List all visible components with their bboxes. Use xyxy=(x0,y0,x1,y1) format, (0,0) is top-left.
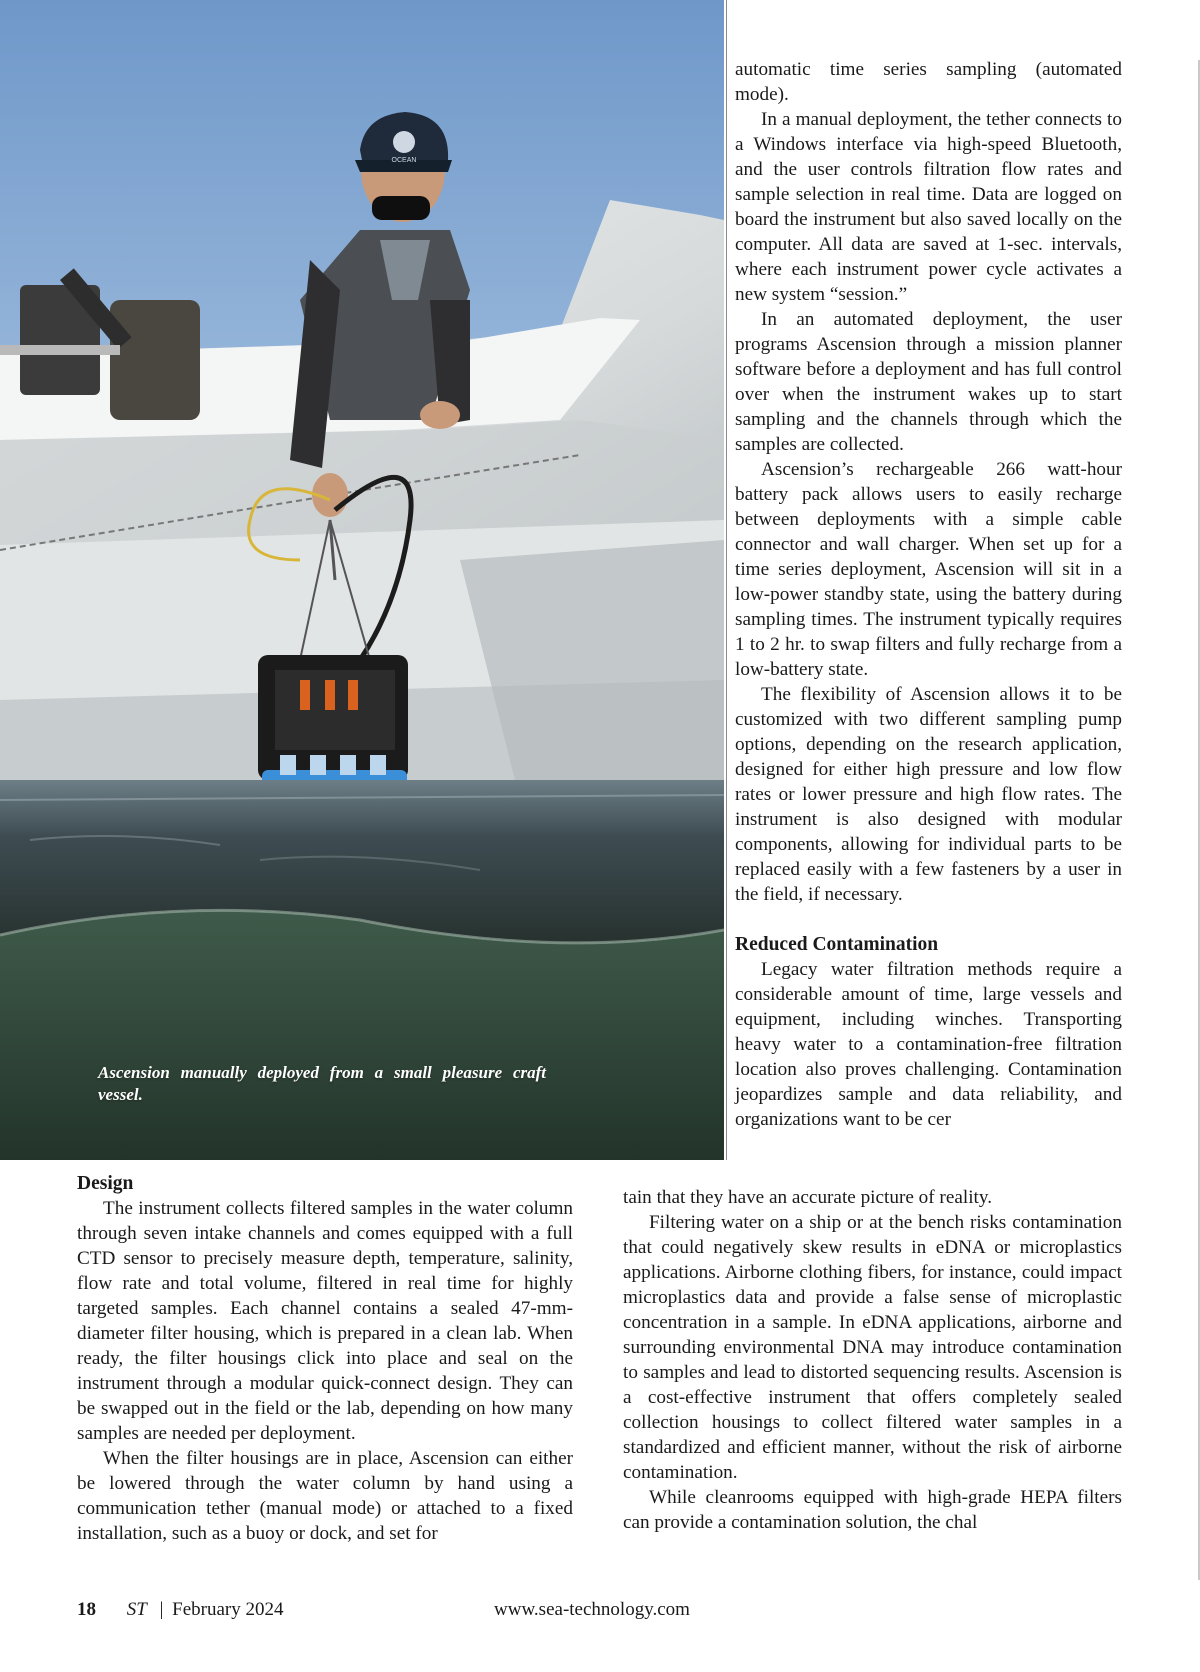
paragraph: Ascension’s rechargeable 266 watt-hour battery pack allows users to easily recharge between deployments with a simple cable connector and wall charger. When set up for a time series deployment, Ascension will sit in a low-power standby state, using the battery during sampling times. The instrument typically requires 1 to 2 hr. to swap filters and fully recharge from a low-battery state. xyxy=(735,459,1122,680)
paragraph: tain that they have an accurate picture of reality. xyxy=(623,1187,992,1208)
website-link[interactable]: www.sea-technology.com xyxy=(494,1599,690,1620)
paragraph: The flexibility of Ascension allows it to be customized with two different sampling pump options, depending on the research application, designed for either high pressure and low flow rates or lower pressure and high flow rates. The instrument is also designed with modular components, allowing for individual parts to be replaced easily with a few fasteners by a user in the field, if necessary. xyxy=(735,684,1122,905)
paragraph: Legacy water filtration methods require a considerable amount of time, large vessels and equipment, including winches. Transporting heavy water to a contamination-free filtration location also proves challenging. Contamination jeopardizes sample and data reliability, and organizations want to be cer xyxy=(735,959,1122,1130)
photo-caption: Ascension manually deployed from a small pleasure craft vessel. xyxy=(98,1063,546,1104)
paragraph: In an automated deployment, the user programs Ascension through a mission planner software before a deployment and has full control over when the instrument wakes up to start sampling and the channels through which the samples are collected. xyxy=(735,309,1122,455)
svg-text:OCEAN: OCEAN xyxy=(391,157,417,164)
photo-illustration xyxy=(0,0,724,1160)
page-footer xyxy=(77,1598,1077,1622)
paragraph: While cleanrooms equipped with high-grade HEPA filters can provide a contamination solution, the chal xyxy=(623,1487,1122,1533)
right-column-top xyxy=(735,57,1122,1132)
page-number: 18 xyxy=(77,1599,96,1620)
section-heading-reduced-contamination: Reduced Contamination xyxy=(735,934,939,955)
magazine-abbrev: ST xyxy=(126,1599,147,1620)
cap-logo xyxy=(393,131,415,153)
paragraph: Filtering water on a ship or at the bench risks contamination that could negatively skew results in eDNA or microplastics applications. Airborne clothing fibers, for instance, could impact microplastics data and provide a false sense of microplastic concentration in a sample. In eDNA applications, airborne and surrounding environmental DNA may introduce contamination to samples and lead to distorted sequencing results. Ascension is a cost-effective instrument that offers completely sealed collection housings to collect filtered water samples in a standardized and efficient manner, without the risk of airborne contamination. xyxy=(623,1212,1122,1483)
deployment-photo xyxy=(0,0,724,1160)
section-heading-design: Design xyxy=(77,1173,134,1194)
paragraph: In a manual deployment, the tether connects to a Windows interface via high-speed Bluetooth, and the user controls filtration flow rates and sample selection in real time. Data are logged on board the instrument but also saved locally on the computer. All data are saved at 1-sec. intervals, where each instrument power cycle activates a new system “session.” xyxy=(735,109,1122,305)
section-gap xyxy=(735,907,1122,932)
right-column-bottom xyxy=(623,1185,1122,1535)
paragraph: automatic time series sampling (automated mode). xyxy=(735,59,1122,105)
paragraph: The instrument collects filtered samples in the water column through seven intake channels and comes equipped with a full CTD sensor to precisely measure depth, temperature, salinity, flow rate and total volume, filtered in real time for highly targeted samples. Each channel contains a sealed 47-mm-diameter filter housing, which is prepared in a clean lab. When ready, the filter housings click into place and seal on the instrument through a modular quick-connect design. They can be swapped out in the field or the lab, depending on how many samples are needed per deployment. xyxy=(77,1198,573,1444)
left-column-bottom xyxy=(77,1171,573,1546)
photo-edge-rule xyxy=(726,0,727,1160)
issue-date: February 2024 xyxy=(172,1599,284,1620)
ascension-instrument xyxy=(258,655,408,792)
footer-separator: | xyxy=(159,1599,164,1620)
underwater xyxy=(0,910,724,1160)
paragraph: When the filter housings are in place, Ascension can either be lowered through the water column by hand using a communication tether (manual mode) or attached to a fixed installation, such as a buoy or dock, and set for xyxy=(77,1448,573,1544)
